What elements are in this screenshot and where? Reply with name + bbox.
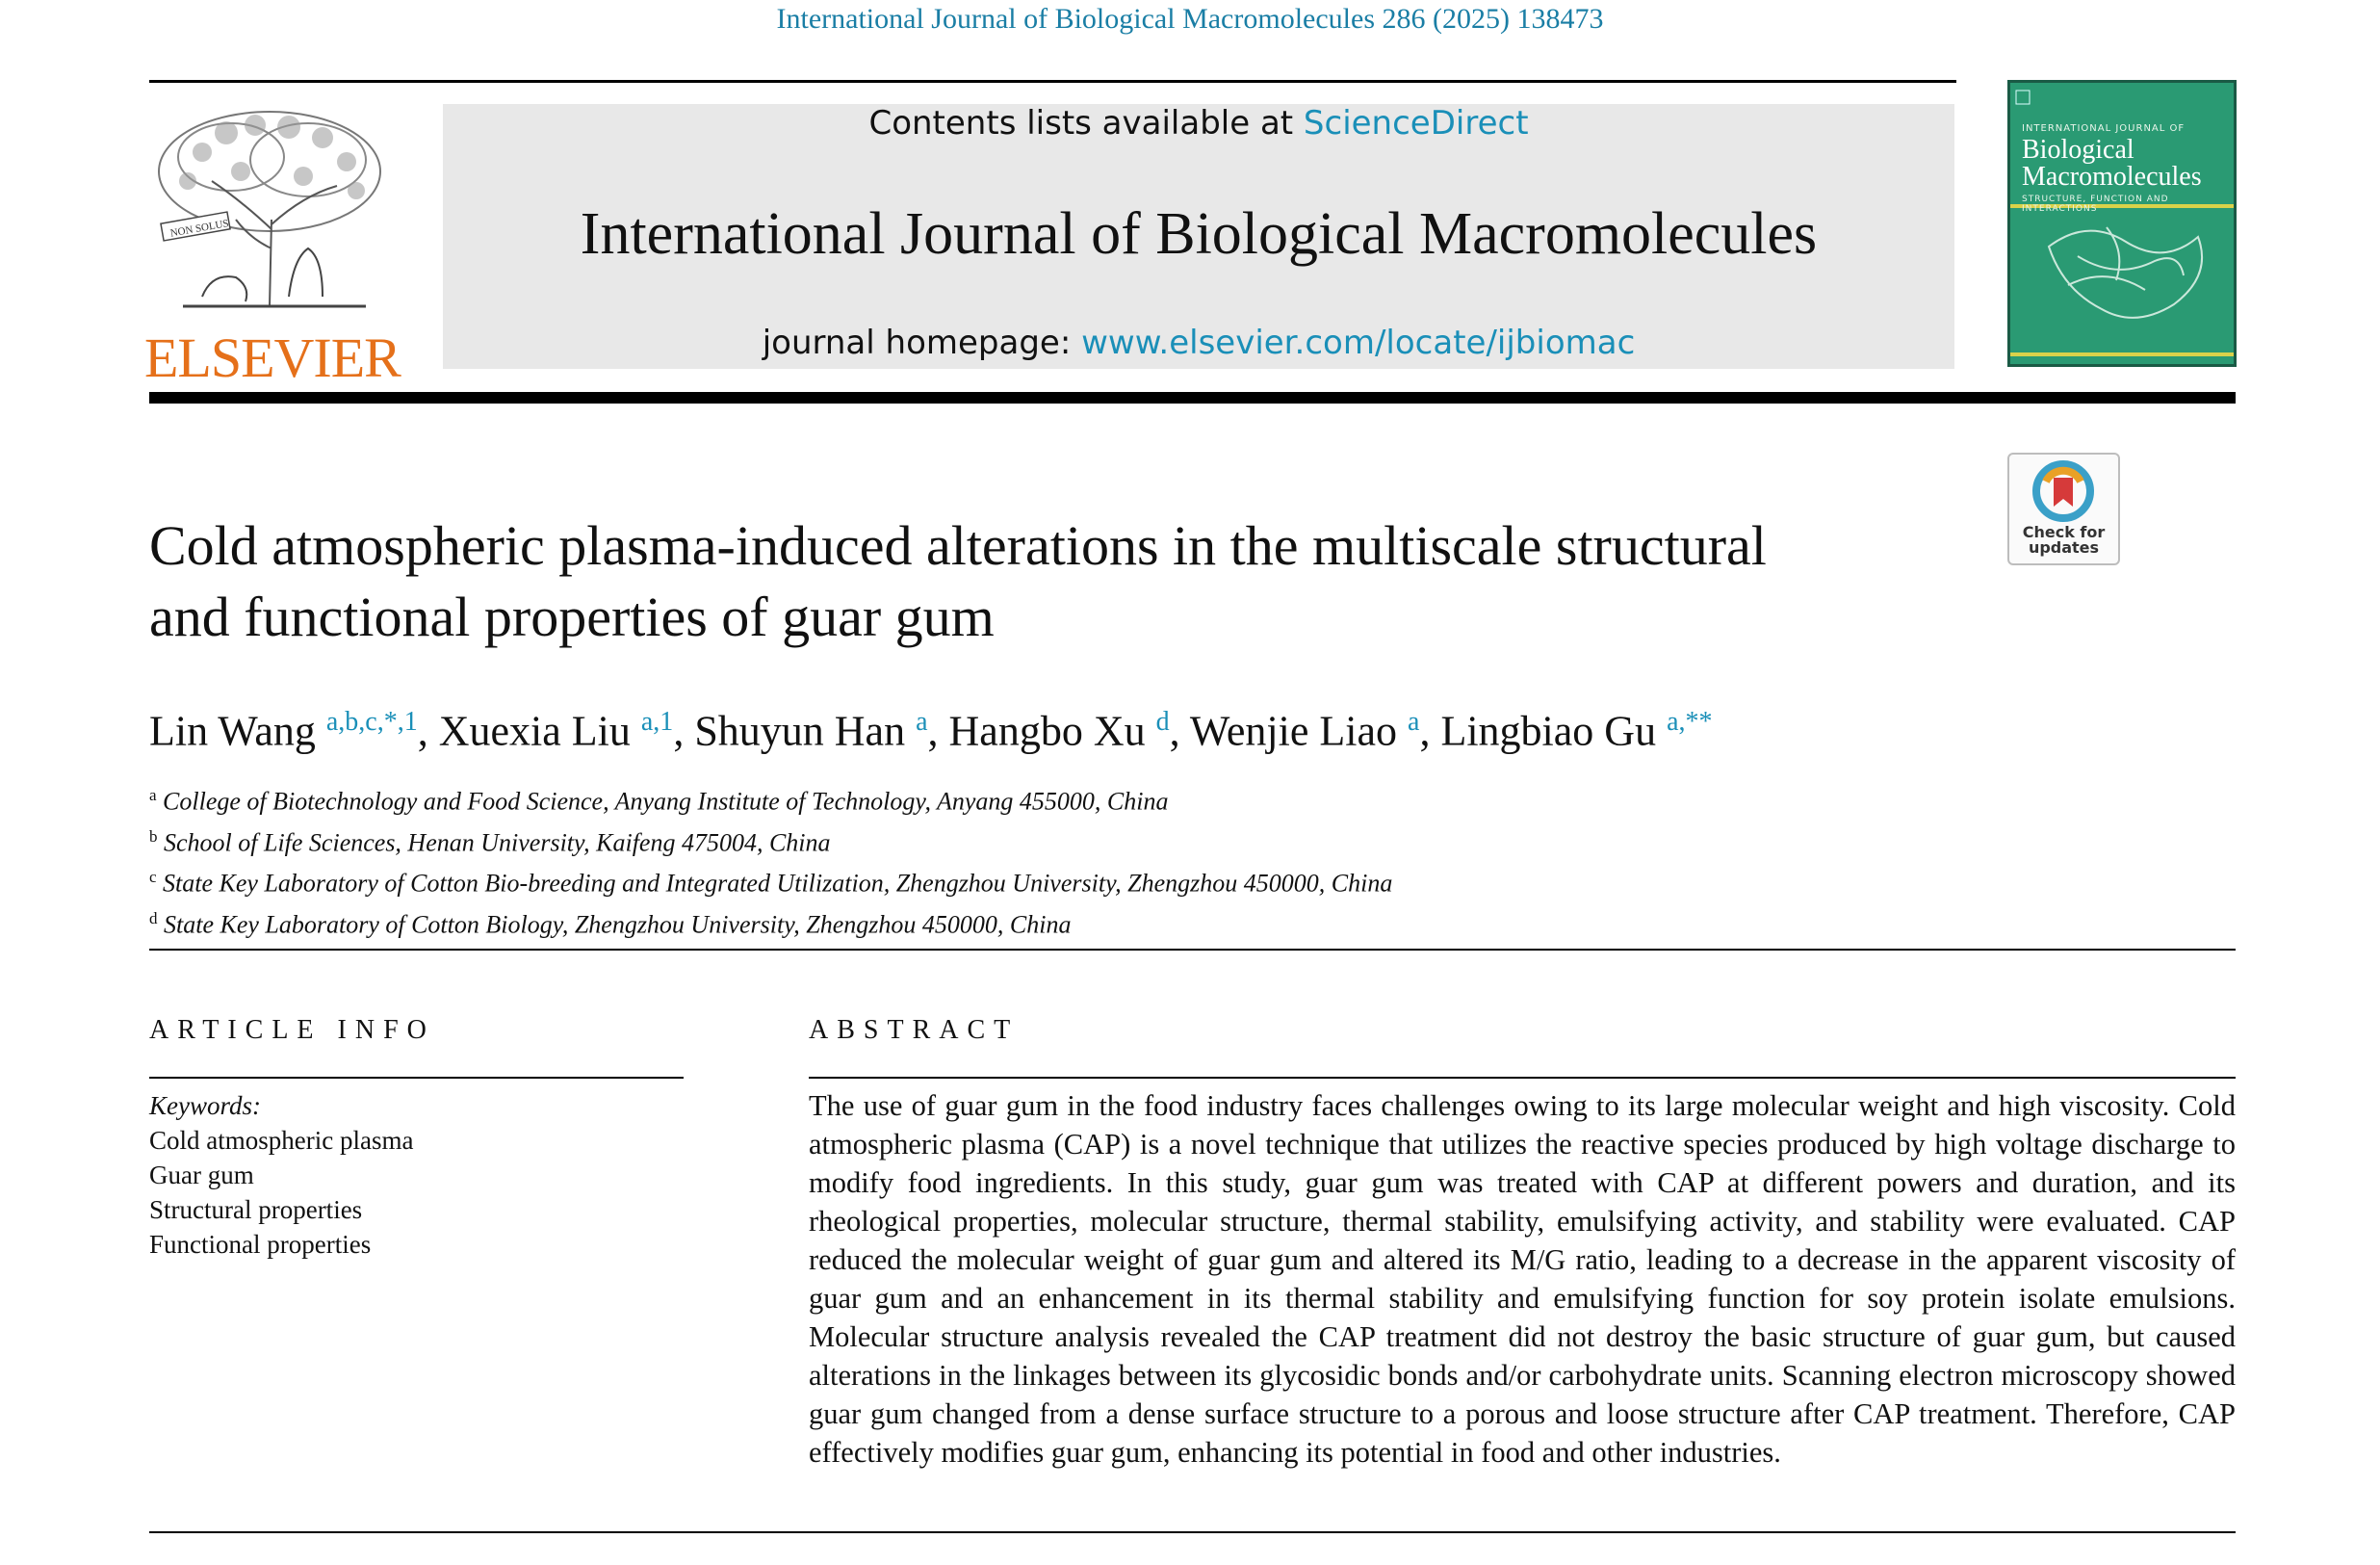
affiliation-item: $^b$ School of Life Sciences, Henan University, Kaifeng 475004, China [149,826,831,857]
check-for-updates-label: Check for updates [2022,523,2106,557]
affiliation-item: $^a$ College of Biotechnology and Food Science, Anyang Institute of Technology, Anyang 455000, China [149,786,1169,816]
cover-band-bottom [2010,352,2234,356]
sciencedirect-link[interactable]: ScienceDirect [1303,104,1529,143]
journal-citation[interactable]: International Journal of Biological Macromolecules 286 (2025) 138473 [776,3,1604,35]
keyword-item[interactable]: Guar gum [149,1161,254,1189]
check-for-updates-button[interactable] [2007,453,2120,565]
keywords-block [149,1088,413,1262]
article-title-line2: and functional properties of guar gum [149,586,995,648]
top-divider [149,80,1956,83]
author-name[interactable]: Lin Wang [149,707,316,755]
homepage-prefix: journal homepage: [762,324,1082,362]
affiliation-item: $^d$ State Key Laboratory of Cotton Biology, Zhengzhou University, Zhengzhou 450000, China [149,908,1072,939]
affiliation-item: $^c$ State Key Laboratory of Cotton Bio-breeding and Integrated Utilization, Zhengzhou University, Zhengzhou 450000, China [149,868,1393,898]
keyword-item[interactable]: Functional properties [149,1230,372,1259]
affiliations-divider [149,949,2236,951]
keyword-item[interactable]: Structural properties [149,1195,363,1224]
abstract-heading: ABSTRACT [809,1015,1020,1045]
author-affiliation-marks[interactable]: a,** [1667,707,1713,737]
article-info-heading: ARTICLE INFO [149,1015,435,1045]
abstract-divider [809,1077,2236,1079]
article-title-line1: Cold atmospheric plasma-induced alterations in the multiscale structural [149,514,1767,577]
bottom-divider [149,1531,2236,1533]
journal-cover-thumbnail[interactable] [2007,80,2237,367]
cover-title-line2: Macromolecules [2022,162,2202,192]
contents-line [443,104,1954,143]
affiliation-list [149,778,2267,943]
author-list: Lin Wang $^{a,b,c,*,1}$, Xuexia Liu $^{a,1}$, Shuyun Han $^a$, Hangbo Xu $^d$, Wenjie Liao $^a$, Lingbiao Gu $^{a,**}$ [149,707,1713,755]
author-affiliation-marks[interactable]: a [916,707,928,737]
author-affiliation-marks[interactable]: d [1155,707,1170,737]
cover-title-line1: Biological [2022,135,2134,165]
author-affiliation-marks[interactable]: a [1408,707,1420,737]
journal-banner [443,104,1954,369]
keyword-item[interactable]: Cold atmospheric plasma [149,1126,414,1155]
author-affiliation-marks[interactable]: a,b,c,*,1 [325,707,418,737]
author-name[interactable]: Lingbiao Gu [1440,707,1657,755]
elsevier-logo[interactable] [144,104,401,389]
homepage-line [443,324,1954,362]
author-name[interactable]: Hangbo Xu [948,707,1146,755]
cover-title [2022,137,2202,191]
author-name[interactable]: Shuyun Han [694,707,906,755]
author-affiliation-marks[interactable]: a,1 [640,707,674,737]
author-name[interactable]: Xuexia Liu [438,707,631,755]
article-info-divider [149,1077,684,1079]
cover-small-title: INTERNATIONAL JOURNAL OF [2022,123,2186,134]
contents-prefix: Contents lists available at [868,104,1304,143]
journal-homepage-link[interactable]: www.elsevier.com/locate/ijbiomac [1081,324,1636,362]
header-thick-divider [149,392,2236,404]
logo-motto: NON SOLUS [168,218,230,240]
abstract-text: The use of guar gum in the food industry faces challenges owing to its large molecular weight and high viscosity. Cold atmospheric plasma (CAP) is a novel technique that utilizes the reactive species produced by high voltage discharge to modify food ingredients. In this study, guar gum was treated with CAP at different powers and duration, and its rheological properties, molecular structure, thermal stability, emulsifying activity, and stability were evaluated. CAP reduced the molecular weight of guar gum and altered its M/G ratio, leading to a decrease in the apparent viscosity of guar gum and an enhancement in its thermal stability and emulsifying function for soy protein isolate emulsions. Molecular structure analysis revealed the CAP treatment did not destroy the basic structure of guar gum, but caused alterations in the linkages between its glycosidic bonds and/or carbohydrate units. Scanning electron microscopy showed guar gum changed from a dense surface structure to a porous and loose structure after CAP treatment. Therefore, CAP effectively modifies guar gum, enhancing its potential in food and other industries. [809,1089,2236,1469]
author-name[interactable]: Wenjie Liao [1189,707,1397,755]
cover-subtitle: STRUCTURE, FUNCTION AND INTERACTIONS [2022,195,2169,214]
elsevier-wordmark: ELSEVIER [144,326,401,389]
article-title [149,510,1979,653]
tree-emblem-icon [144,104,395,321]
journal-title: International Journal of Biological Macromolecules [580,201,1818,267]
bookmark-ring-icon [2009,456,2118,526]
keywords-label: Keywords: [149,1091,261,1120]
